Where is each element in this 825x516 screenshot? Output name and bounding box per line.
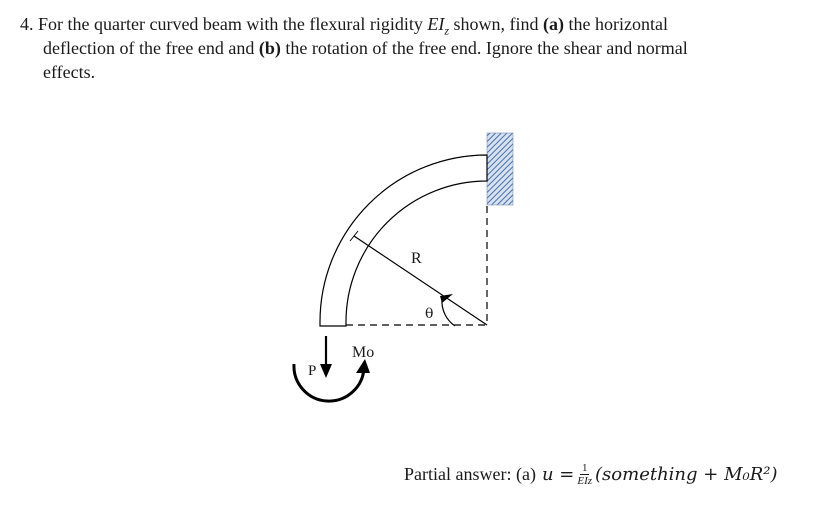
flexural-rigidity-symbol: $EI_z$: [427, 14, 450, 38]
problem-number: 4.: [20, 14, 34, 34]
theta-label: θ: [425, 306, 434, 322]
answer-rhs: (something + M₀R²): [595, 464, 778, 485]
theta-arc: [442, 299, 455, 326]
fixed-wall-support: [487, 133, 513, 205]
problem-line-2: deflection of the free end and (b) the rotation of the free end. Ignore the shear and normal: [43, 38, 688, 58]
part-b-label: (b): [258, 38, 281, 58]
radius-label: R: [411, 250, 422, 267]
part-a-label: (a): [543, 14, 565, 34]
force-arrowhead: [320, 364, 332, 378]
answer-fraction: $\frac{1}{\text{EIz}}$: [577, 462, 593, 487]
quarter-curved-beam: [320, 155, 487, 326]
partial-answer: [404, 462, 778, 487]
answer-lhs: u =: [541, 464, 575, 485]
force-label: P: [308, 363, 317, 379]
moment-label: Mo: [352, 344, 375, 361]
answer-prefix: Partial answer: (a): [404, 464, 536, 484]
moment-arrowhead: [356, 359, 370, 373]
problem-line-1: 4. For the quarter curved beam with the flexural rigidity $EI_z$ shown, find (a) the horizontal: [20, 14, 669, 38]
problem-line-3: effects.: [43, 62, 96, 82]
